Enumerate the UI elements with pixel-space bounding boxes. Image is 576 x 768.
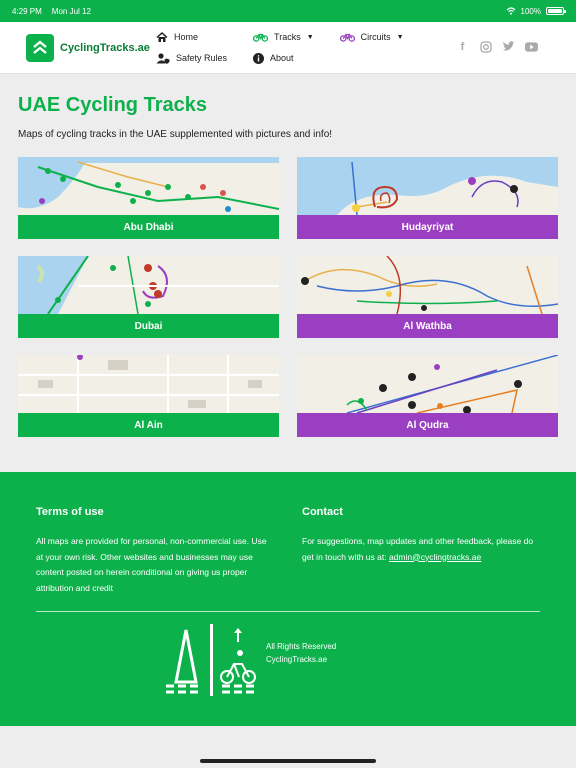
nav-about[interactable] (253, 53, 314, 64)
youtube-icon[interactable] (525, 40, 538, 53)
track-card-label: Al Ain (18, 413, 279, 437)
rights-line2: CyclingTracks.ae (266, 655, 328, 664)
nav-circuits[interactable] (340, 32, 404, 43)
nav-tracks[interactable] (253, 32, 314, 43)
nav-safety-rules-label: Safety Rules (176, 53, 228, 63)
wifi-icon (506, 7, 516, 15)
main-nav (156, 32, 404, 64)
contact-text-body: For suggestions, map updates and other feedback, please do get in touch with us at: (302, 536, 534, 562)
chevron-down-icon: ▼ (396, 33, 404, 41)
map-thumbnail (18, 157, 279, 215)
track-card-label: Dubai (18, 314, 279, 338)
track-card-label: Hudayriyat (297, 215, 558, 239)
map-thumbnail (297, 256, 558, 314)
terms-text: All maps are provided for personal, non-commercial use. Use at your own risk. Other websites and businesses may use content posted on herein conditional on giving us proper attribution and credit (36, 536, 267, 593)
terms-title: Terms of use (36, 506, 104, 518)
footer-rights (266, 640, 336, 666)
track-card-dubai[interactable] (18, 256, 279, 338)
nav-about-label: About (270, 53, 294, 63)
user-shield-icon (156, 53, 170, 64)
track-grid (18, 157, 558, 437)
rights-line1: All Rights Reserved (266, 642, 337, 651)
footer-divider (36, 611, 540, 612)
status-date: Mon Jul 12 (51, 6, 91, 16)
battery-icon (546, 7, 564, 15)
track-card-al-qudra[interactable] (297, 355, 558, 437)
home-indicator[interactable] (200, 759, 376, 763)
social-links (456, 40, 538, 53)
terms-section (36, 506, 268, 596)
map-thumbnail (18, 256, 279, 314)
contact-title: Contact (302, 506, 343, 518)
facebook-icon[interactable]: f (460, 40, 465, 53)
page-subtitle: Maps of cycling tracks in the UAE supplemented with pictures and info! (18, 129, 333, 140)
bike-lane-logo-icon (166, 624, 258, 696)
page-title: UAE Cycling Tracks (18, 94, 207, 116)
map-thumbnail (18, 355, 279, 413)
battery-percent: 100% (520, 6, 541, 16)
nav-tracks-label: Tracks (274, 32, 301, 42)
home-icon (156, 32, 168, 43)
nav-home-label: Home (174, 32, 199, 42)
twitter-icon[interactable] (502, 40, 515, 53)
bicycle-icon (340, 32, 355, 42)
track-card-abu-dhabi[interactable] (18, 157, 279, 239)
contact-email-link[interactable]: admin@cyclingtracks.ae (388, 551, 482, 562)
track-card-al-wathba[interactable] (297, 256, 558, 338)
track-card-label: Al Qudra (297, 413, 558, 437)
track-card-hudayriyat[interactable] (297, 157, 558, 239)
info-icon (253, 53, 264, 64)
track-card-label: Al Wathba (297, 314, 558, 338)
track-card-al-ain[interactable] (18, 355, 279, 437)
site-header (0, 22, 576, 74)
contact-text (302, 534, 534, 565)
instagram-icon[interactable] (479, 40, 492, 53)
logo-chevron-icon (26, 34, 54, 62)
nav-safety-rules[interactable] (156, 53, 227, 64)
map-thumbnail (297, 355, 558, 413)
main-content (0, 94, 576, 437)
map-thumbnail (297, 157, 558, 215)
status-time: 4:29 PM (12, 6, 42, 16)
logo-text: CyclingTracks.ae (60, 41, 150, 54)
track-card-label: Abu Dhabi (18, 215, 279, 239)
site-footer (0, 472, 576, 726)
nav-home[interactable] (156, 32, 227, 43)
nav-circuits-label: Circuits (360, 32, 391, 42)
status-bar (0, 0, 576, 22)
contact-section (302, 506, 534, 596)
chevron-down-icon: ▼ (306, 33, 314, 41)
bicycle-icon (253, 32, 268, 42)
footer-bottom (166, 624, 336, 696)
site-logo[interactable] (26, 34, 156, 62)
